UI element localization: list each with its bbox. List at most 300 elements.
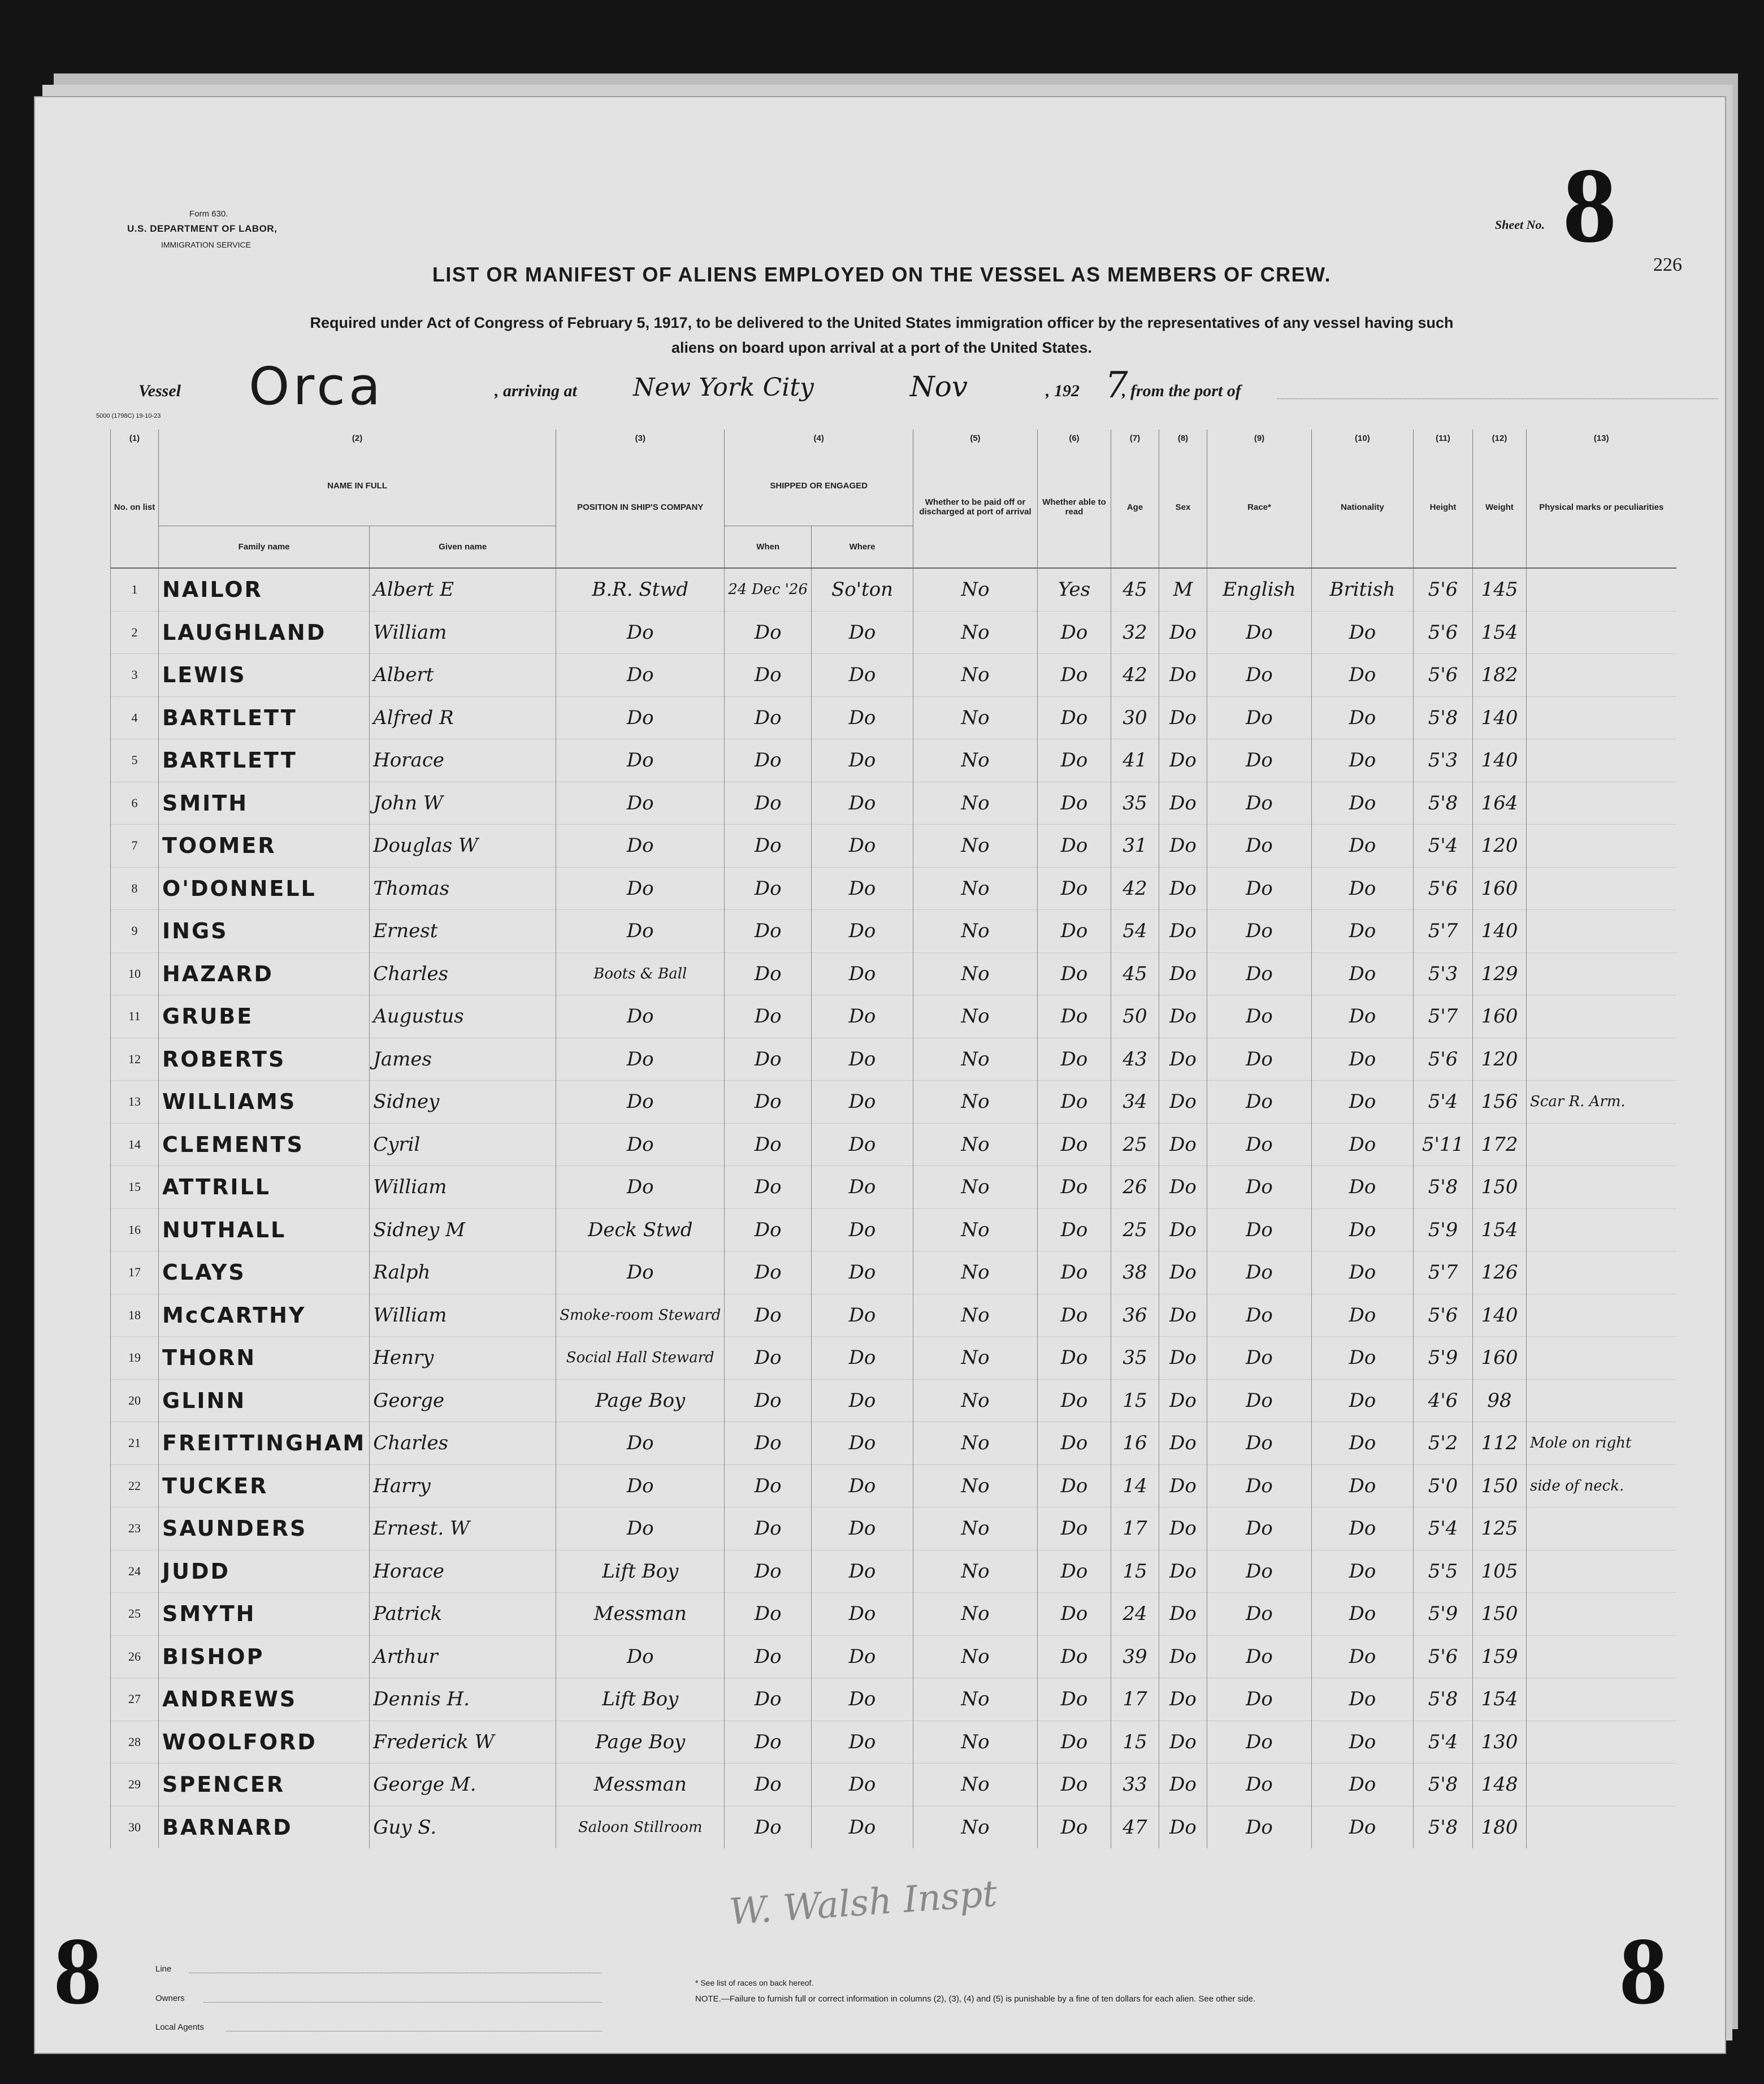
race: Do [1207,1465,1312,1507]
table-row [111,1294,1676,1337]
shipped-where: Do [812,1123,913,1166]
height: 5'6 [1414,1294,1473,1337]
height: 5'8 [1414,1806,1473,1848]
row-number: 10 [111,952,159,995]
vessel-name: Orca [249,356,384,417]
arrival-date: Nov [910,370,968,403]
family-name: WOOLFORD [159,1721,370,1764]
paid-off: No [913,611,1038,654]
position: Do [556,782,725,825]
left-page-number: 8 [54,1918,102,2024]
department: U.S. DEPARTMENT OF LABOR, [127,223,278,234]
family-name: ROBERTS [159,1038,370,1081]
position: Do [556,654,725,697]
table-row [111,867,1676,910]
position: Do [556,611,725,654]
shipped-where: Do [812,1635,913,1678]
owners-label: Owners [155,1994,185,2003]
table-row [111,1337,1676,1380]
family-name: CLEMENTS [159,1123,370,1166]
weight: 130 [1473,1721,1527,1764]
shipped-when: Do [725,739,812,782]
weight: 159 [1473,1635,1527,1678]
height: 5'6 [1414,611,1473,654]
weight: 145 [1473,568,1527,611]
given-name: William [370,1166,556,1209]
row-number: 2 [111,611,159,654]
row-number: 27 [111,1678,159,1721]
col3-number: (3) [556,430,725,447]
shipped-where: Do [812,952,913,995]
race: Do [1207,1764,1312,1806]
physical-marks [1527,568,1676,611]
physical-marks [1527,1806,1676,1848]
nationality: Do [1312,1678,1414,1721]
shipped-where: So'ton [812,568,913,611]
weight: 98 [1473,1379,1527,1422]
nationality: Do [1312,1379,1414,1422]
shipped-when: Do [725,867,812,910]
shipped-where: Do [812,1081,913,1124]
shipped-when: Do [725,1550,812,1593]
age: 14 [1111,1465,1159,1507]
physical-marks [1527,1166,1676,1209]
able-to-read: Do [1038,1166,1111,1209]
height: 5'6 [1414,1635,1473,1678]
age: 26 [1111,1166,1159,1209]
owners-blank [203,2002,602,2003]
position: Do [556,1507,725,1550]
physical-marks [1527,696,1676,739]
able-to-read: Do [1038,1081,1111,1124]
row-number: 5 [111,739,159,782]
race: Do [1207,1806,1312,1848]
sex: Do [1159,1465,1207,1507]
weight: 140 [1473,910,1527,953]
paid-off: No [913,1678,1038,1721]
row-number: 9 [111,910,159,953]
race: Do [1207,1678,1312,1721]
paid-off: No [913,1081,1038,1124]
age: 42 [1111,654,1159,697]
from-label: , from the port of [1122,382,1241,400]
table-row [111,1379,1676,1422]
age: 41 [1111,739,1159,782]
able-to-read: Do [1038,1678,1111,1721]
age: 36 [1111,1294,1159,1337]
row-number: 29 [111,1764,159,1806]
family-name: BARTLETT [159,739,370,782]
weight: 112 [1473,1422,1527,1465]
table-row [111,568,1676,611]
race: Do [1207,1038,1312,1081]
col7-header: Age [1111,447,1159,568]
shipped-where: Do [812,1208,913,1251]
physical-marks [1527,1337,1676,1380]
age: 50 [1111,995,1159,1038]
row-number: 23 [111,1507,159,1550]
physical-marks [1527,739,1676,782]
able-to-read: Do [1038,1806,1111,1848]
family-name: TOOMER [159,825,370,868]
height: 5'4 [1414,1507,1473,1550]
age: 54 [1111,910,1159,953]
row-number: 21 [111,1422,159,1465]
given-name: George M. [370,1764,556,1806]
given-name: Ralph [370,1251,556,1294]
able-to-read: Do [1038,1507,1111,1550]
shipped-when: Do [725,910,812,953]
weight: 125 [1473,1507,1527,1550]
height: 5'8 [1414,1166,1473,1209]
position: Do [556,995,725,1038]
able-to-read: Do [1038,1465,1111,1507]
position: Do [556,739,725,782]
able-to-read: Do [1038,1721,1111,1764]
nationality: Do [1312,1294,1414,1337]
given-name: Dennis H. [370,1678,556,1721]
col8-header: Sex [1159,447,1207,568]
race: Do [1207,867,1312,910]
sex: Do [1159,1721,1207,1764]
shipped-when: Do [725,1294,812,1337]
height: 5'2 [1414,1422,1473,1465]
nationality: Do [1312,696,1414,739]
table-row [111,1806,1676,1848]
weight: 156 [1473,1081,1527,1124]
shipped-when: Do [725,1422,812,1465]
crew-manifest-table [110,430,1676,1848]
shipped-where: Do [812,696,913,739]
shipped-when: Do [725,825,812,868]
shipped-when: Do [725,1337,812,1380]
shipped-when: Do [725,1678,812,1721]
height: 5'8 [1414,1764,1473,1806]
sex: Do [1159,654,1207,697]
shipped-where: Do [812,1422,913,1465]
table-row [111,1550,1676,1593]
given-name: Frederick W [370,1721,556,1764]
paid-off: No [913,995,1038,1038]
col8-number: (8) [1159,430,1207,447]
age: 16 [1111,1422,1159,1465]
nationality: Do [1312,1337,1414,1380]
given-name: Patrick [370,1593,556,1636]
table-row [111,1465,1676,1507]
shipped-when: Do [725,1721,812,1764]
nationality: British [1312,568,1414,611]
position: Messman [556,1593,725,1636]
col1-number: (1) [111,430,159,447]
table-row [111,1678,1676,1721]
nationality: Do [1312,1550,1414,1593]
family-name: McCARTHY [159,1294,370,1337]
family-name: ANDREWS [159,1678,370,1721]
row-number: 4 [111,696,159,739]
given-name: Sidney M [370,1208,556,1251]
given-name: Douglas W [370,825,556,868]
paid-off: No [913,654,1038,697]
able-to-read: Do [1038,1337,1111,1380]
family-name: CLAYS [159,1251,370,1294]
height: 5'9 [1414,1208,1473,1251]
race: Do [1207,739,1312,782]
race: Do [1207,1294,1312,1337]
family-name: LEWIS [159,654,370,697]
family-name: BISHOP [159,1635,370,1678]
height: 5'11 [1414,1123,1473,1166]
table-row [111,952,1676,995]
weight: 154 [1473,1208,1527,1251]
position: Do [556,696,725,739]
col9-header: Race* [1207,447,1312,568]
physical-marks [1527,910,1676,953]
from-port-blank [1277,398,1718,399]
given-name: Charles [370,952,556,995]
nationality: Do [1312,1635,1414,1678]
table-row [111,1422,1676,1465]
nationality: Do [1312,1764,1414,1806]
family-name: LAUGHLAND [159,611,370,654]
print-code: 5000 (1798C) 19-10-23 [96,413,161,419]
position: Do [556,910,725,953]
sex: Do [1159,1678,1207,1721]
weight: 164 [1473,782,1527,825]
row-number: 14 [111,1123,159,1166]
shipped-where: Do [812,1550,913,1593]
given-name: John W [370,782,556,825]
table-row [111,1038,1676,1081]
year-label: , 192 [1046,382,1080,400]
paid-off: No [913,1593,1038,1636]
position: Messman [556,1764,725,1806]
shipped-where: Do [812,1593,913,1636]
col3-header: POSITION IN SHIP'S COMPANY [556,447,725,568]
age: 15 [1111,1550,1159,1593]
shipped-where: Do [812,825,913,868]
sex: Do [1159,611,1207,654]
given-name: Henry [370,1337,556,1380]
height: 5'8 [1414,782,1473,825]
sex: Do [1159,867,1207,910]
given-name: Sidney [370,1081,556,1124]
physical-marks [1527,1721,1676,1764]
weight: 120 [1473,1038,1527,1081]
page-title: LIST OR MANIFEST OF ALIENS EMPLOYED ON THE VESSEL AS MEMBERS OF CREW. [432,263,1332,286]
row-number: 8 [111,867,159,910]
age: 45 [1111,952,1159,995]
height: 5'4 [1414,1721,1473,1764]
position: Do [556,1038,725,1081]
shipped-when: Do [725,1123,812,1166]
height: 5'9 [1414,1593,1473,1636]
paid-off: No [913,568,1038,611]
col10-number: (10) [1312,430,1414,447]
paid-off: No [913,1507,1038,1550]
age: 24 [1111,1593,1159,1636]
shipped-where: Do [812,1294,913,1337]
row-number: 22 [111,1465,159,1507]
shipped-where: Do [812,1166,913,1209]
nationality: Do [1312,910,1414,953]
given-name: Albert E [370,568,556,611]
paid-off: No [913,1251,1038,1294]
physical-marks [1527,1251,1676,1294]
height: 5'3 [1414,739,1473,782]
nationality: Do [1312,1123,1414,1166]
height: 5'8 [1414,1678,1473,1721]
nationality: Do [1312,1081,1414,1124]
physical-marks: Mole on right [1527,1422,1676,1465]
row-number: 24 [111,1550,159,1593]
shipped-when: Do [725,654,812,697]
able-to-read: Do [1038,739,1111,782]
paid-off: No [913,1038,1038,1081]
shipped-where: Do [812,1251,913,1294]
sex: Do [1159,1251,1207,1294]
arriving-place: New York City [633,373,814,402]
position: Lift Boy [556,1550,725,1593]
weight: 129 [1473,952,1527,995]
physical-marks [1527,1593,1676,1636]
row-number: 19 [111,1337,159,1380]
given-name: Ernest. W [370,1507,556,1550]
weight: 105 [1473,1550,1527,1593]
nationality: Do [1312,995,1414,1038]
sex: Do [1159,1764,1207,1806]
height: 5'7 [1414,910,1473,953]
given-name: Albert [370,654,556,697]
shipped-where: Do [812,1507,913,1550]
able-to-read: Do [1038,825,1111,868]
shipped-where: Do [812,1337,913,1380]
nationality: Do [1312,1038,1414,1081]
able-to-read: Do [1038,782,1111,825]
nationality: Do [1312,782,1414,825]
family-name: TUCKER [159,1465,370,1507]
position: Saloon Stillroom [556,1806,725,1848]
row-number: 3 [111,654,159,697]
position: Do [556,1465,725,1507]
table-row [111,1166,1676,1209]
age: 30 [1111,696,1159,739]
age: 17 [1111,1507,1159,1550]
able-to-read: Yes [1038,568,1111,611]
race: English [1207,568,1312,611]
weight: 140 [1473,739,1527,782]
able-to-read: Do [1038,611,1111,654]
row-number: 13 [111,1081,159,1124]
row-number: 26 [111,1635,159,1678]
weight: 172 [1473,1123,1527,1166]
position: Do [556,1123,725,1166]
position: B.R. Stwd [556,568,725,611]
given-name: George [370,1379,556,1422]
shipped-when: Do [725,611,812,654]
where-header: Where [812,526,913,568]
shipped-when: Do [725,1038,812,1081]
col10-header: Nationality [1312,447,1414,568]
height: 5'8 [1414,696,1473,739]
given-name: James [370,1038,556,1081]
family-name: BARNARD [159,1806,370,1848]
able-to-read: Do [1038,910,1111,953]
able-to-read: Do [1038,1593,1111,1636]
weight: 182 [1473,654,1527,697]
given-name: William [370,1294,556,1337]
vessel-label: Vessel [138,382,181,400]
family-name: GRUBE [159,995,370,1038]
shipped-where: Do [812,1038,913,1081]
shipped-where: Do [812,1806,913,1848]
weight: 140 [1473,696,1527,739]
sex: Do [1159,910,1207,953]
race: Do [1207,1123,1312,1166]
weight: 180 [1473,1806,1527,1848]
race: Do [1207,782,1312,825]
height: 5'7 [1414,1251,1473,1294]
shipped-where: Do [812,867,913,910]
position: Lift Boy [556,1678,725,1721]
race: Do [1207,1208,1312,1251]
sex: Do [1159,1550,1207,1593]
shipped-where: Do [812,910,913,953]
height: 5'6 [1414,867,1473,910]
physical-marks: side of neck. [1527,1465,1676,1507]
position: Do [556,825,725,868]
shipped-when: Do [725,1208,812,1251]
able-to-read: Do [1038,1251,1111,1294]
family-name: THORN [159,1337,370,1380]
weight: 120 [1473,825,1527,868]
row-number: 28 [111,1721,159,1764]
sex: Do [1159,1593,1207,1636]
age: 35 [1111,1337,1159,1380]
sex: M [1159,568,1207,611]
shipped-when: Do [725,1764,812,1806]
paid-off: No [913,952,1038,995]
age: 17 [1111,1678,1159,1721]
physical-marks [1527,1294,1676,1337]
paid-off: No [913,1764,1038,1806]
shipped-when: 24 Dec '26 [725,568,812,611]
race: Do [1207,1507,1312,1550]
family-name: SMYTH [159,1593,370,1636]
given-name-header: Given name [370,526,556,568]
paid-off: No [913,1635,1038,1678]
paid-off: No [913,825,1038,868]
given-name: Harry [370,1465,556,1507]
shipped-where: Do [812,739,913,782]
table-row [111,1208,1676,1251]
age: 39 [1111,1635,1159,1678]
position: Do [556,1166,725,1209]
height: 5'5 [1414,1550,1473,1593]
race: Do [1207,995,1312,1038]
table-row [111,995,1676,1038]
table-row [111,654,1676,697]
requirement-line-2: aliens on board upon arrival at a port of the United States. [671,339,1093,356]
family-name: ATTRILL [159,1166,370,1209]
sex: Do [1159,739,1207,782]
sex: Do [1159,1507,1207,1550]
weight: 160 [1473,995,1527,1038]
paid-off: No [913,696,1038,739]
row-number: 20 [111,1379,159,1422]
paid-off: No [913,1465,1038,1507]
able-to-read: Do [1038,654,1111,697]
sex: Do [1159,1208,1207,1251]
